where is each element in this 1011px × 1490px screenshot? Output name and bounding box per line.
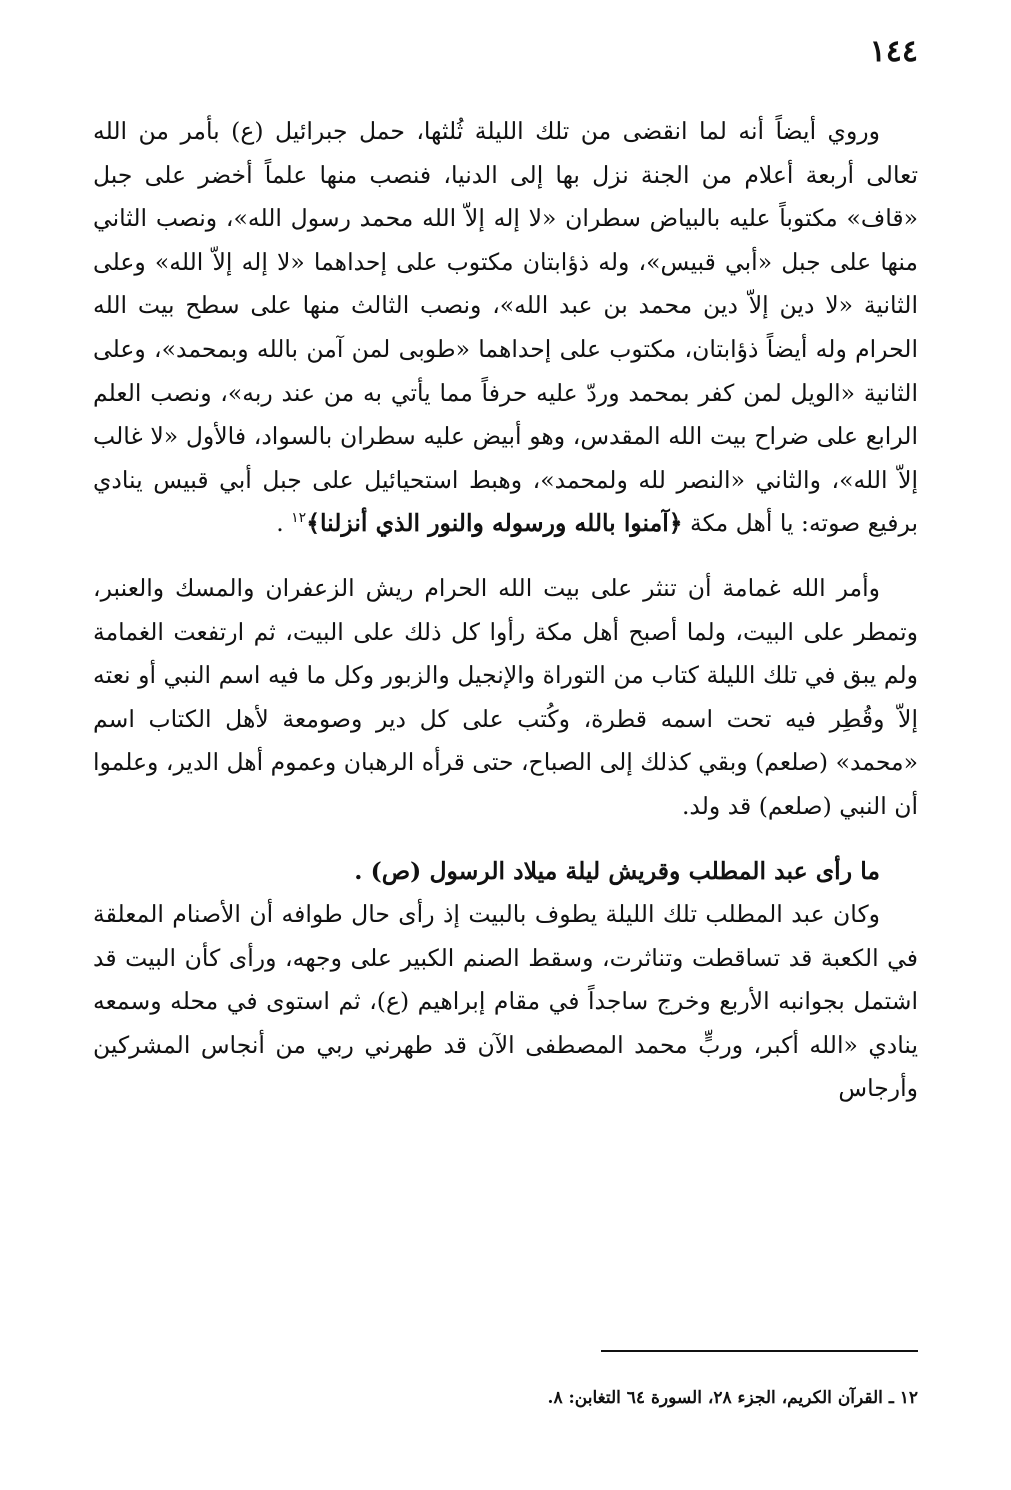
- paragraph-1: [93, 110, 918, 546]
- quran-quote: ﴿آمنوا بالله ورسوله والنور الذي أنزلنا﴾: [306, 509, 683, 538]
- paragraph-3: وكان عبد المطلب تلك الليلة يطوف بالبيت إذ رأى حال طوافه أن الأصنام المعلقة في الكعبة قد تساقطت وتناثرت، وسقط الصنم الكبير على وجهه، ورأى كأن البيت قد اشتمل بجوانبه الأربع وخرج ساجداً في مقام إبراهيم (ع)، ثم استوى في محله وسمعه ينادي «الله أكبر، وربٍّ محمد المصطفى الآن قد طهرني ربي من أنجاس المشركين وأرجاس: [93, 900, 918, 1103]
- footnote: ١٢ ـ القرآن الكريم، الجزء ٢٨، السورة ٦٤ التغابن: ٨.: [547, 1388, 918, 1408]
- footnote-divider: [601, 1350, 918, 1352]
- paragraph-1-text: وروي أيضاً أنه لما انقضى من تلك الليلة ثُلثها، حمل جبرائيل (ع) بأمر من الله تعالى أربعة أعلام من الجنة نزل بها إلى الدنيا، فنصب منها علماً أخضر على جبل «قاف» مكتوباً عليه بالبياض سطران «لا إله إلاّ الله محمد رسول الله»، ونصب الثاني منها على جبل «أبي قبيس»، وله ذؤابتان مكتوب على إحداهما «لا إله إلاّ الله» وعلى الثانية «لا دين إلاّ دين محمد بن عبد الله»، ونصب الثالث منها على سطح بيت الله الحرام وله أيضاً ذؤابتان، مكتوب على إحداهما «طوبى لمن آمن بالله وبمحمد»، وعلى الثانية «الويل لمن كفر بمحمد وردّ عليه حرفاً مما يأتي به من عند ربه»، ونصب العلم الرابع على ضراح بيت الله المقدس، وهو أبيض عليه سطران بالسواد، فالأول «لا غالب إلاّ الله»، والثاني «النصر لله ولمحمد»، وهبط استحيائيل على جبل أبي قبيس ينادي برفيع صوته: يا أهل مكة: [93, 117, 918, 538]
- paragraph-1-end: .: [276, 509, 292, 538]
- paragraph-2: وأمر الله غمامة أن تنثر على بيت الله الحرام ريش الزعفران والمسك والعنبر، وتمطر على البيت، ولما أصبح أهل مكة رأوا كل ذلك على البيت، ثم ارتفعت الغمامة ولم يبق في تلك الليلة كتاب من التوراة والإنجيل والزبور وكل ما فيه اسم النبي أو نعته إلاّ وقُطِر فيه تحت اسمه قطرة، وكُتب على كل دير وصومعة لأهل الكتاب اسم «محمد» (صلعم) وبقي كذلك إلى الصباح، حتى قرأه الرهبان وعموم أهل الدير، وعلموا أن النبي (صلعم) قد ولد.: [92, 573, 918, 820]
- body-text: [93, 110, 918, 1111]
- footnote-reference[interactable]: ١٢: [291, 510, 307, 527]
- page-number: ١٤٤: [869, 34, 918, 69]
- section-heading: ما رأى عبد المطلب وقريش ليلة ميلاد الرسول (ص) .: [354, 856, 880, 885]
